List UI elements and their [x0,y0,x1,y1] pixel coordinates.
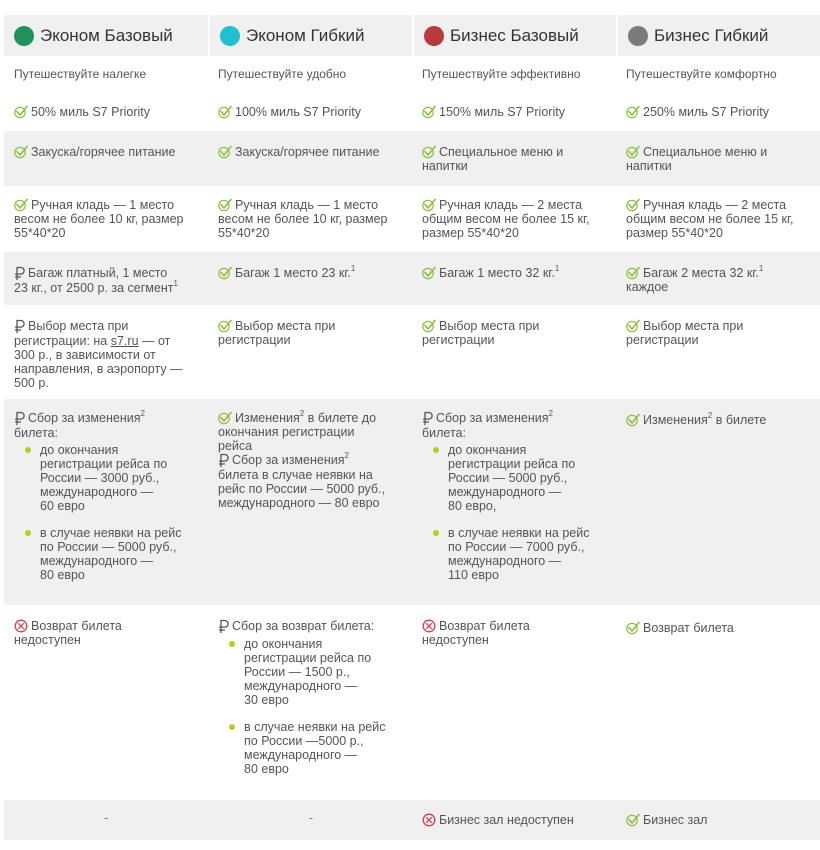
tariff-header-economy-basic[interactable] [4,15,208,56]
carryon-text: 55*40*20 [14,226,66,240]
change-text: Изменения [235,411,300,425]
check-icon [422,266,436,280]
change-text: международного — [40,485,154,499]
lounge-text: Бизнес зал [643,813,708,827]
footnote-mark: 2 [548,409,553,418]
baggage-text: каждое [626,280,669,294]
seat-text: 500 р. [14,376,49,390]
check-icon [626,813,640,827]
food-row [4,131,820,186]
check-icon [422,105,436,119]
miles-cell [208,105,361,119]
change-text: России — 5000 руб., [448,471,568,485]
carryon-text: Ручная кладь — 1 место [31,198,175,212]
cross-icon [422,813,436,827]
tariff-name: Эконом Гибкий [246,25,365,45]
seat-text: 300 р., в зависимости от [14,348,156,362]
baggage-cell [616,266,763,294]
ruble-icon [422,411,433,426]
baggage-text: Багаж 1 место 23 кг. [235,266,351,280]
baggage-text: Багаж 2 места 32 кг. [643,266,759,280]
ruble-icon [218,453,229,468]
carryon-row [4,186,820,252]
miles-text: 100% миль S7 Priority [235,105,361,119]
seat-text: Выбор места при [643,319,744,333]
refund-text: Сбор за возврат билета: [232,619,375,633]
change-text: 110 евро [448,568,499,582]
lounge-text: - [309,811,314,825]
carryon-cell [4,198,184,240]
ruble-icon [218,619,229,634]
carryon-text: Ручная кладь — 2 места [439,198,583,212]
seat-text: регистрации: на [14,334,111,348]
tariff-color-dot [424,26,444,46]
tariff-header-business-basic[interactable] [414,15,616,56]
lounge-cell [412,813,574,827]
miles-text: 50% миль S7 Priority [31,105,151,119]
refund-text: регистрации рейса по [244,651,372,665]
change-text: международного — [448,485,562,499]
tariff-name: Бизнес Базовый [450,25,579,45]
seat-selection-row [4,305,820,399]
miles-row [4,91,820,131]
footnote-mark: 1 [173,279,178,288]
miles-cell [4,105,150,119]
seat-cell [412,319,539,347]
bullet-dot [25,530,31,536]
change-text: регистрации рейса по [448,457,576,471]
refund-text: 80 евро [244,762,289,776]
list-item [14,526,181,582]
baggage-cell [4,266,178,295]
footnote-mark: 2 [707,411,713,420]
baggage-text: 23 кг., от 2500 р. за сегмент [14,281,174,295]
tariff-header-business-flex[interactable] [618,15,820,56]
carryon-text: Ручная кладь — 1 место [235,198,379,212]
list-item [14,443,181,513]
bullet-dot [229,724,235,730]
refund-text: в случае неявки на рейс [244,720,386,734]
baggage-row [4,252,820,305]
food-text: напитки [626,159,672,173]
change-text: в билете [712,413,767,427]
tariff-color-dot [14,26,34,46]
business-lounge-row [4,800,820,840]
tariff-header-row [4,15,820,56]
check-icon [626,413,640,427]
refund-text: Возврат билета [439,619,530,633]
change-text: в случае неявки на рейс [40,526,182,540]
refund-text: Возврат билета [31,619,122,633]
footnote-mark: 2 [344,451,349,460]
food-text: Специальное меню и [439,145,564,159]
change-text: международного — [448,554,562,568]
bullet-dot [433,530,439,536]
baggage-text: Багаж платный, 1 место [28,266,168,280]
change-text: Сбор за изменения [28,411,141,425]
ruble-icon [14,411,25,426]
food-cell [208,145,379,159]
carryon-text: размер 55*40*20 [626,226,723,240]
list-item [218,637,385,707]
seat-text: регистрации [626,333,699,347]
refund-text: недоступен [422,633,489,647]
tariff-tagline: Путешествуйте комфортно [626,67,777,81]
carryon-text: Ручная кладь — 2 места [643,198,787,212]
change-text: Сбор за изменения [436,411,549,425]
carryon-cell [208,198,388,240]
refund-row [4,605,820,800]
list-item [422,526,589,582]
seat-text: — от [138,334,171,348]
check-icon [422,145,436,159]
tariff-color-dot [628,26,648,46]
baggage-cell [208,266,355,280]
change-text: билета: [14,426,58,440]
check-icon [626,621,640,635]
seat-text: Выбор места при [439,319,540,333]
check-icon [626,319,640,333]
seat-cell [4,319,183,390]
refund-cell [208,619,385,776]
check-icon [218,105,232,119]
footnote-mark: 1 [350,264,356,273]
change-cell [4,411,181,582]
seat-cell [208,319,335,347]
ticket-change-row [4,399,820,605]
baggage-text: Багаж 1 место 32 кг. [439,266,555,280]
seat-text: регистрации [422,333,495,347]
refund-text: по России —5000 р., [244,734,364,748]
refund-text: недоступен [14,633,81,647]
refund-text: международного — [244,748,358,762]
change-text: России — 3000 руб., [40,471,160,485]
tariff-tagline: Путешествуйте эффективно [422,67,581,81]
footnote-mark: 1 [554,264,560,273]
baggage-cell [412,266,559,280]
change-text: регистрации рейса по [40,457,168,471]
footnote-mark: 2 [299,409,305,418]
ruble-icon [14,266,25,281]
change-cell [616,413,766,427]
check-icon [218,266,232,280]
change-text: по России — 5000 руб., [40,540,177,554]
cross-icon [422,619,436,633]
cross-icon [14,619,28,633]
check-icon [422,198,436,212]
check-icon [626,105,640,119]
tariff-header-economy-flex[interactable] [210,15,412,56]
check-icon [626,145,640,159]
change-text: 80 евро [40,568,85,582]
carryon-text: весом не более 10 кг, размер [14,212,184,226]
food-cell [412,145,563,173]
check-icon [218,411,232,425]
refund-text: России — 1500 р., [244,665,350,679]
food-text: Специальное меню и [643,145,768,159]
lounge-text: - [104,811,109,825]
change-text: окончания регистрации [218,425,355,439]
ruble-icon [14,319,25,334]
food-text: Закуска/горячее питание [235,145,380,159]
refund-text: Возврат билета [643,621,734,635]
miles-text: 150% миль S7 Priority [439,105,565,119]
check-icon [218,319,232,333]
lounge-cell [616,813,707,827]
change-text: 60 евро [40,499,85,513]
change-text: рейса [218,439,253,453]
s7-link[interactable]: s7.ru [110,334,139,348]
footnote-mark: 2 [140,409,145,418]
list-item [218,720,385,776]
change-text: международного — [40,554,154,568]
seat-text: направления, в аэропорту — [14,362,183,376]
change-text: 80 евро, [448,499,497,513]
check-icon [14,145,28,159]
change-text: билета: [422,426,466,440]
refund-cell [4,619,122,647]
carryon-text: общим весом не более 15 кг, [422,212,590,226]
change-text: Изменения [643,413,708,427]
check-icon [626,266,640,280]
food-cell [4,145,175,159]
tariff-color-dot [220,26,240,46]
bullet-dot [25,447,31,453]
tariff-name: Эконом Базовый [40,25,173,45]
food-text: напитки [422,159,468,173]
change-cell [412,411,589,582]
seat-text: Выбор места при [28,319,129,333]
tariff-tagline: Путешествуйте удобно [218,67,347,81]
change-text: рейс по России — 5000 руб., [218,482,386,496]
change-text: билета в случае неявки на [218,468,373,482]
carryon-text: 55*40*20 [218,226,270,240]
seat-cell [616,319,743,347]
check-icon [14,105,28,119]
list-item [422,443,589,513]
refund-cell [616,621,734,635]
change-text: Сбор за изменения [232,453,345,467]
lounge-text: Бизнес зал недоступен [439,813,574,827]
check-icon [14,198,28,212]
miles-text: 250% миль S7 Priority [643,105,769,119]
change-text: до окончания [448,443,527,457]
carryon-cell [412,198,590,240]
bullet-dot [433,447,439,453]
check-icon [422,319,436,333]
miles-cell [412,105,565,119]
carryon-cell [616,198,794,240]
change-text: до окончания [40,443,119,457]
refund-cell [412,619,530,647]
refund-text: международного — [244,679,358,693]
carryon-text: размер 55*40*20 [422,226,519,240]
refund-text: 30 евро [244,693,289,707]
carryon-text: весом не более 10 кг, размер [218,212,388,226]
change-cell [208,411,385,510]
miles-cell [616,105,769,119]
change-text: в билете до [304,411,377,425]
refund-text: до окончания [244,637,323,651]
food-cell [616,145,767,173]
check-icon [218,145,232,159]
bullet-dot [229,641,235,647]
food-text: Закуска/горячее питание [31,145,176,159]
tariff-name: Бизнес Гибкий [654,25,769,45]
change-text: международного — 80 евро [218,496,380,510]
check-icon [626,198,640,212]
check-icon [218,198,232,212]
seat-text: регистрации [218,333,291,347]
change-text: по России — 7000 руб., [448,540,585,554]
footnote-mark: 1 [758,264,764,273]
seat-text: Выбор места при [235,319,336,333]
tariff-tagline: Путешествуйте налегке [14,67,147,81]
change-text: в случае неявки на рейс [448,526,590,540]
carryon-text: общим весом не более 15 кг, [626,212,794,226]
